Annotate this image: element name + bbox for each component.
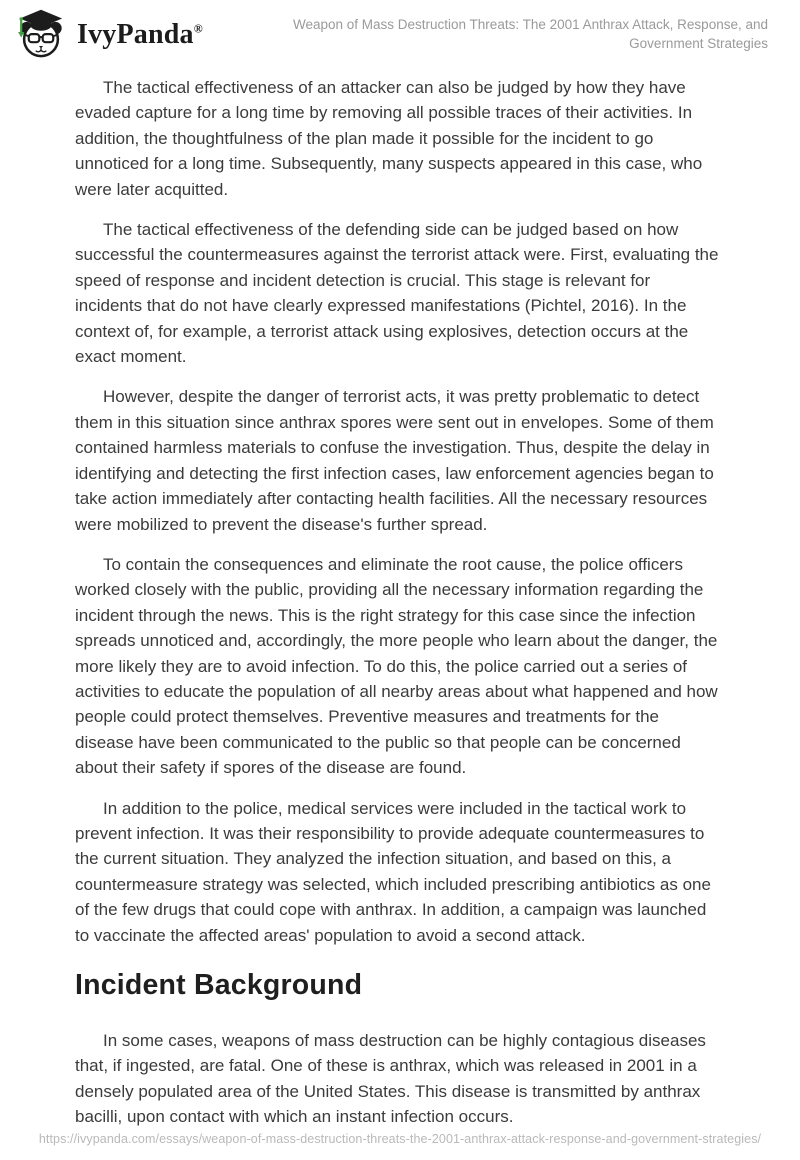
- registered-trademark: ®: [193, 21, 203, 36]
- paragraph: To contain the consequences and eliminate the root cause, the police officers worked closely with the public, providing all the necessary information regarding the incident through the news. This is the right strategy for this case since the infection spreads unnoticed and, accordingly, the more people who learn about the danger, the more likely they are to avoid infection. To do this, the police carried out a series of activities to educate the population of all nearby areas about what happened and how people could protect themselves. Preventive measures and treatments for the disease have been communicated to the public so that people can be concerned about their safety if spores of the disease are found.: [75, 554, 718, 778]
- essay-content: [0, 75, 800, 1130]
- paragraph: The tactical effectiveness of the defending side can be judged based on how successful the countermeasures against the terrorist attack were. First, evaluating the speed of response and incident detection is crucial. This stage is relevant for incidents that do not have clearly expressed manifestations (Pichtel, 2016). In the context of, for example, a terrorist attack using explosives, detection occurs at the exact moment.: [75, 220, 719, 367]
- document-title: Weapon of Mass Destruction Threats: The 2001 Anthrax Attack, Response, and Government Strategies: [292, 17, 768, 51]
- paragraph: The tactical effectiveness of an attacker can also be judged by how they have evaded capture for a long time by removing all possible traces of their activities. In addition, the thoughtfulness of the plan made it possible for the incident to go unnoticed for a long time. Subsequently, many suspects appeared in this case, who were later acquitted.: [75, 78, 703, 199]
- page-footer: [0, 1130, 800, 1148]
- section-heading-incident-background: Incident Background: [75, 969, 363, 1001]
- paragraph: However, despite the danger of terrorist acts, it was pretty problematic to detect them in this situation since anthrax spores were sent out in envelopes. Some of them contained harmless materials to confuse the investigation. Thus, despite the delay in identifying and detecting the first infection cases, law enforcement agencies began to take action immediately after contacting health facilities. All the necessary resources were mobilized to prevent the disease's further spread.: [75, 387, 714, 534]
- source-url: https://ivypanda.com/essays/weapon-of-mass-destruction-threats-the-2001-anthrax-attack-response-and-government-strategies/: [38, 1132, 762, 1146]
- paragraph: In some cases, weapons of mass destruction can be highly contagious diseases that, if ingested, are fatal. One of these is anthrax, which was released in 2001 in a densely populated area of the United States. This disease is transmitted by anthrax bacilli, upon contact with which an instant infection occurs.: [75, 1031, 706, 1127]
- brand-name: IvyPanda®: [77, 19, 203, 50]
- ivypanda-logo[interactable]: [14, 8, 203, 62]
- panda-graduate-icon: [14, 8, 68, 62]
- page-header: [0, 0, 800, 62]
- paragraph: In addition to the police, medical services were included in the tactical work to prevent infection. It was their responsibility to provide adequate countermeasures to the current situation. They analyzed the infection situation, and based on this, a countermeasure strategy was selected, which included prescribing antibiotics as one of the few drugs that could cope with anthrax. In addition, a campaign was launched to vaccinate the affected areas' population to avoid a second attack.: [75, 798, 711, 945]
